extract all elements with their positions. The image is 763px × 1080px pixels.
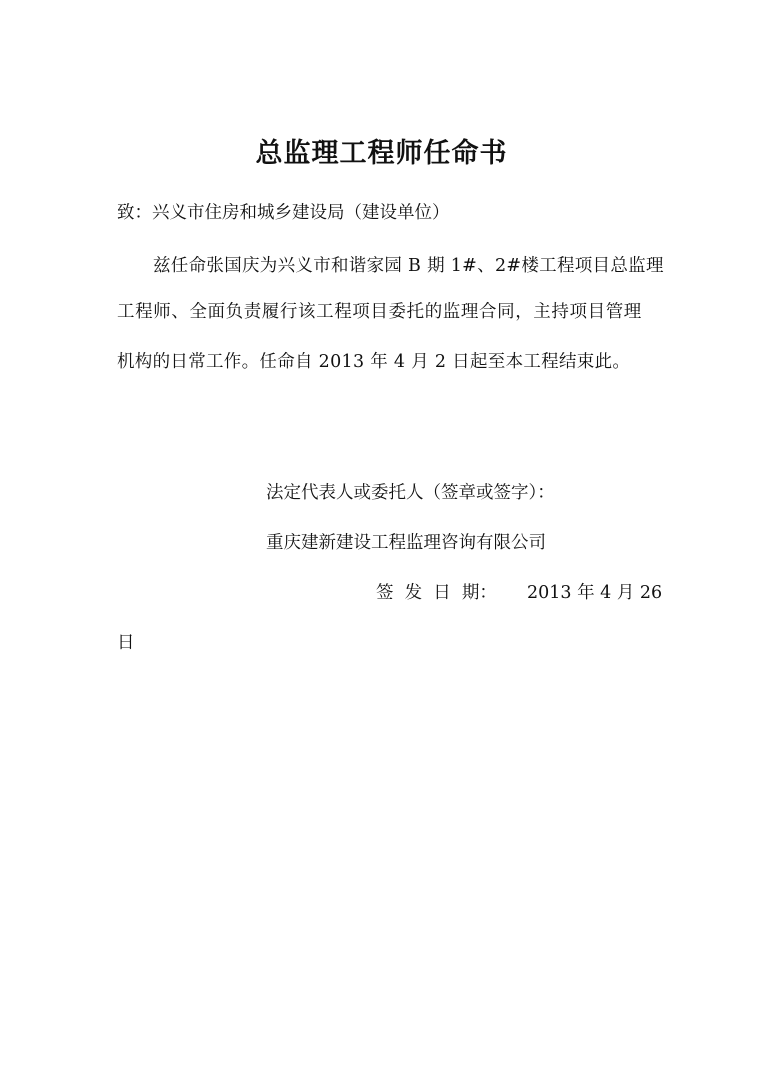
recipient-line: 致：兴义市住房和城乡建设局（建设单位） (117, 203, 450, 223)
document-title: 总监理工程师任命书 (255, 138, 508, 169)
issue-date-tail: 日 (117, 633, 135, 653)
signature-label: 法定代表人或委托人（签章或签字）： (266, 483, 555, 503)
body-line-1: 兹任命张国庆为兴义市和谐家园 B 期 1#、2#楼工程项目总监理 (153, 256, 664, 276)
body-line-2: 工程师、全面负责履行该工程项目委托的监理合同，主持项目管理 (117, 302, 642, 322)
body-line-3: 机构的日常工作。任命自 2013 年 4 月 2 日起至本工程结束此。 (117, 352, 631, 372)
issue-date-label: 签 发 日 期： (376, 583, 497, 603)
issue-date-value: 2013 年 4 月 26 (527, 583, 663, 603)
company-name: 重庆建新建设工程监理咨询有限公司 (266, 533, 546, 553)
